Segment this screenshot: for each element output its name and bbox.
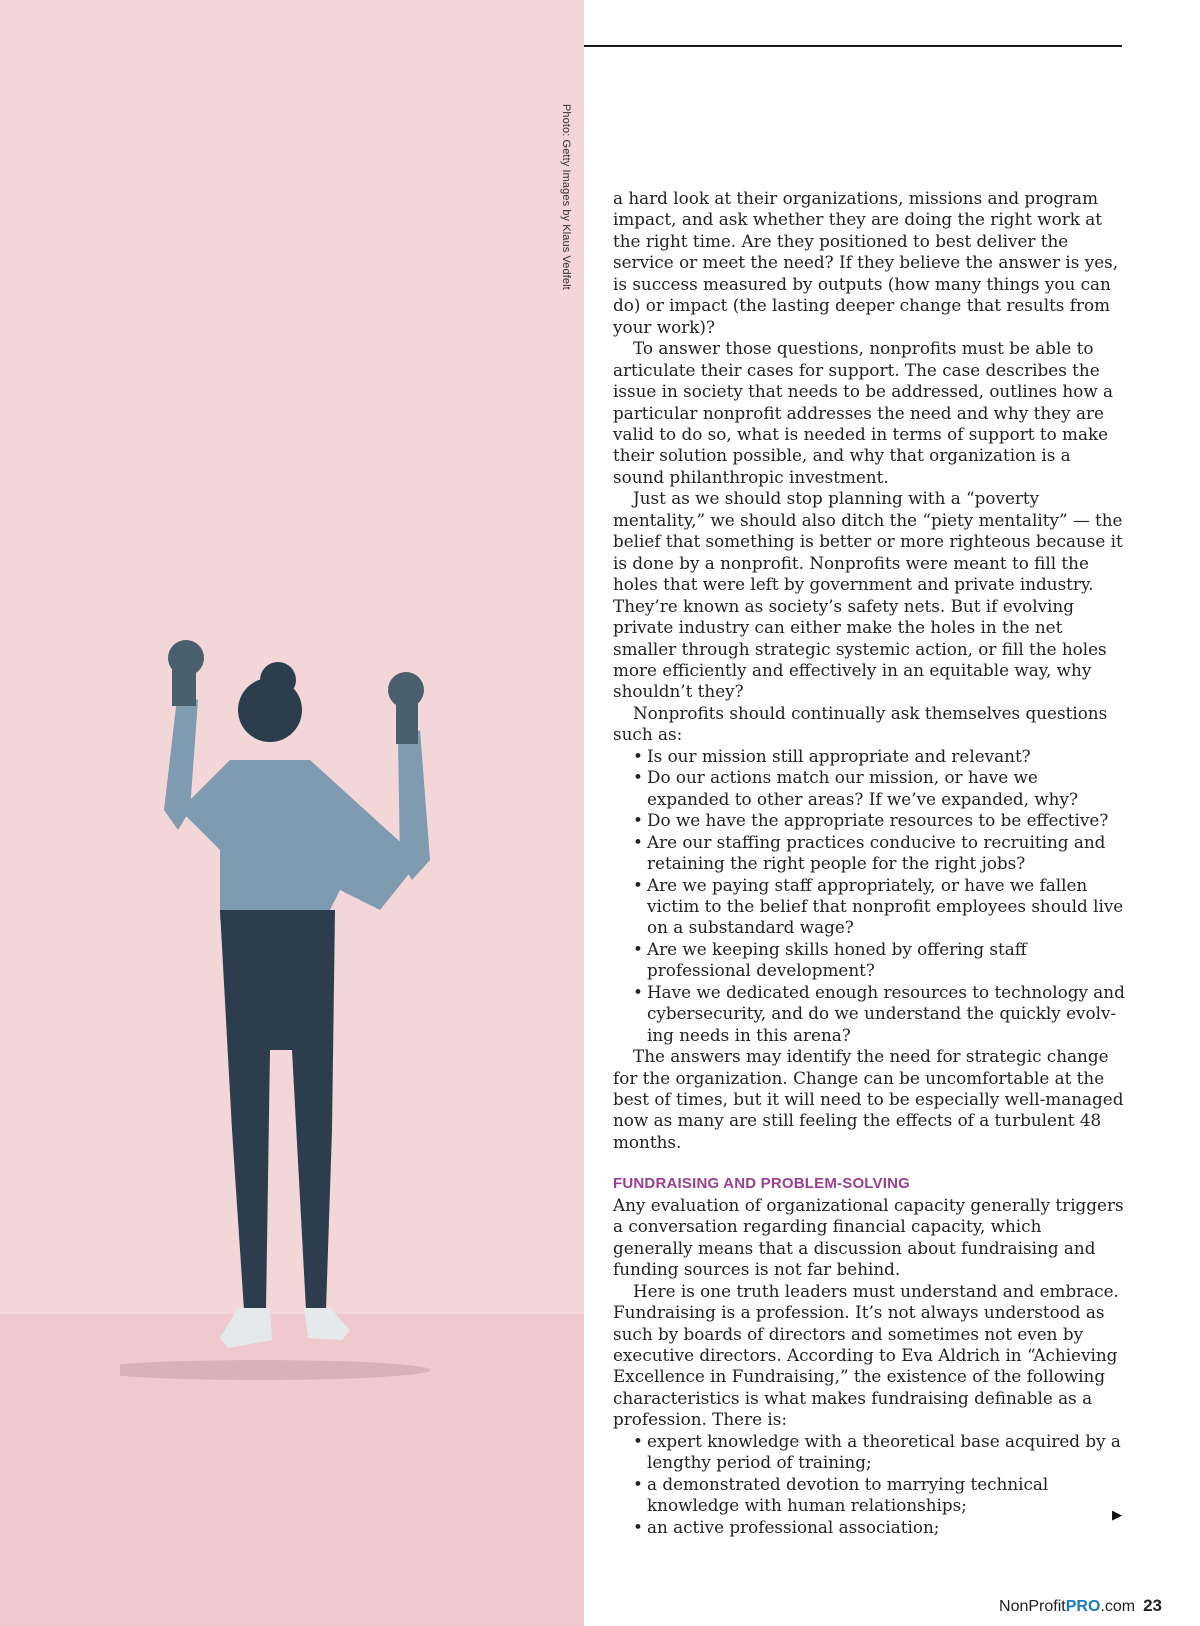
list-item: • Do our actions match our mission, or have we expanded to other areas? If we’ve expanded, why? (633, 767, 1125, 810)
woman-flexing-figure (120, 610, 450, 1410)
play-arrow-icon: ▶ (1112, 1508, 1122, 1523)
characteristics-list (613, 1431, 1125, 1538)
page-footer (999, 1596, 1162, 1616)
list-item: • expert knowledge with a theoretical base acquired by a lengthy period of training; (633, 1431, 1125, 1474)
list-item: • a demonstrated devotion to marrying technical knowledge with human relationships; (633, 1474, 1125, 1517)
photo-panel (0, 0, 584, 1626)
paragraph: To answer those questions, nonprofits must be able to articulate their cases for support. The case describes the issue in society that needs to be addressed, outlines how a particular nonprofit addresses the need and why they are valid to do so, what is needed in terms of support to make their solution possible, and why that organization is a sound philanthropic investment. (613, 338, 1114, 487)
paragraph: a hard look at their organizations, missions and program impact, and ask whether they are doing the right work at the right time. Are they positioned to best deliver the service or meet the need? If they believe the answer is yes, is success measured by outputs (how many things you can do) or impact (the lasting deeper change that results from your work)? (613, 188, 1119, 337)
paragraph: Here is one truth leaders must understand and embrace. Fundraising is a profession. It’s not always understood as such by boards of directors and sometimes not even by executive directors. According to Eva Aldrich in “Achieving Excellence in Fundraising,” the existence of the following characteristics is what makes fundraising definable as a profession. There is: (613, 1280, 1119, 1430)
site-name-accent: PRO (1065, 1598, 1101, 1615)
question-list (613, 746, 1125, 1046)
paragraph: Nonprofits should continually ask themselves questions such as: (613, 702, 1108, 745)
paragraph: Just as we should stop planning with a “poverty mentality,” we should also ditch the “piety mentality” — the belief that something is better or more righteous because it is done by a nonprofit. Nonprofits were meant to fill the holes that were left by government and private industry. They’re known as society’s safety nets. But if evolving private industry can either make the holes in the net smaller through strategic systemic action, or fill the holes more efficiently and effectively in an equitable way, why shouldn’t they? (613, 488, 1123, 702)
list-item: • Have we dedicated enough resources to technology and cybersecurity, and do we understand the quickly evolv-ing needs in this arena? (633, 982, 1125, 1046)
list-item: • Is our mission still appropriate and relevant? (633, 746, 1125, 767)
list-item: • an active professional association; (633, 1517, 1125, 1538)
list-item: • Are we keeping skills honed by offering staff professional development? (633, 939, 1125, 982)
photo-credit: Photo: Getty Images by Klaus Vedfelt (560, 104, 572, 290)
page-number: 23 (1143, 1596, 1162, 1615)
paragraph: Any evaluation of organizational capacity generally triggers a conversation regarding financial capacity, which generally means that a discussion about fundraising and funding sources is not far behind. (613, 1194, 1124, 1280)
article-body (613, 188, 1125, 1538)
site-name-suffix: .com (1100, 1598, 1136, 1615)
site-name-prefix: NonProfit (999, 1598, 1066, 1615)
section-heading: FUNDRAISING AND PROBLEM-SOLVING (613, 1175, 911, 1193)
list-item: • Are our staffing practices conducive to recruiting and retaining the right people for the right jobs? (633, 832, 1125, 875)
list-item: • Are we paying staff appropriately, or have we fallen victim to the belief that nonprofit employees should live on a substandard wage? (633, 875, 1125, 939)
list-item: • Do we have the appropriate resources to be effective? (633, 810, 1125, 831)
paragraph: The answers may identify the need for strategic change for the organization. Change can be uncomfortable at the best of times, but it will need to be especially well-managed now as many are still feeling the effects of a turbulent 48 months. (613, 1046, 1124, 1152)
